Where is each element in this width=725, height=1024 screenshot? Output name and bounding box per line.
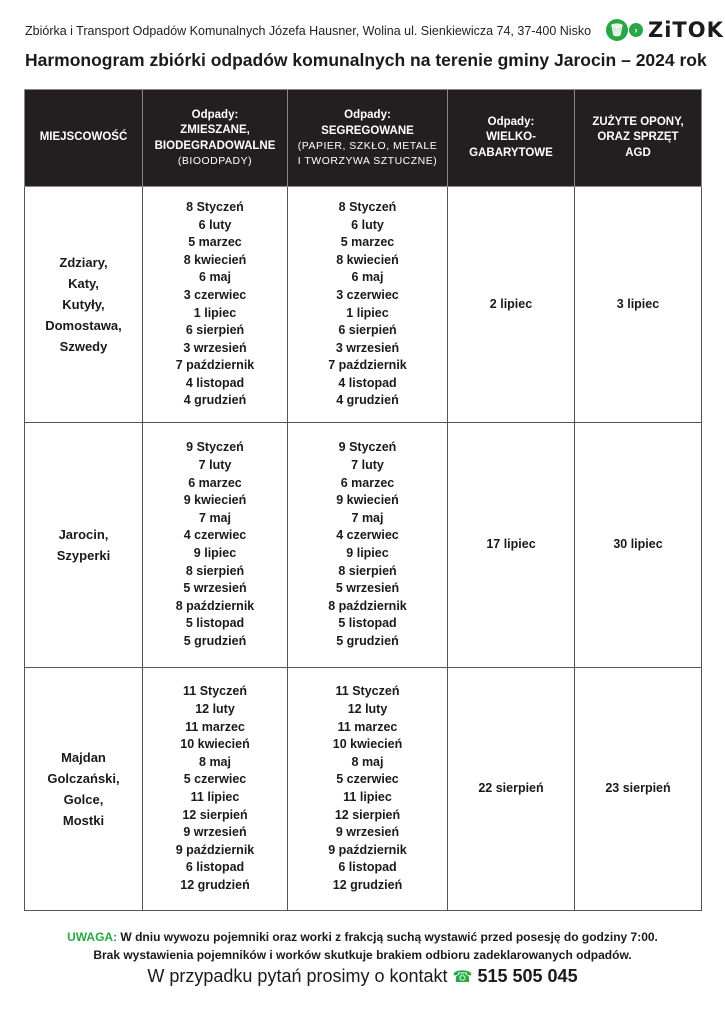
- tires-date-cell: [575, 668, 702, 911]
- locality-cell-entry: Golczański,: [47, 771, 120, 786]
- mixed-dates-cell-entry: 9 kwiecień: [183, 493, 247, 508]
- mixed-dates-cell-entry: 12 sierpień: [182, 807, 248, 822]
- header-bulky-l3: GABARYTOWE: [469, 146, 553, 159]
- mixed-dates-cell-entry: 8 maj: [199, 754, 231, 769]
- segregated-dates-cell-entry: 3 wrzesień: [335, 340, 400, 355]
- locality-cell-entry: Domostawa,: [45, 318, 122, 333]
- title-place: Jarocin: [553, 50, 617, 70]
- locality-cell: [25, 668, 143, 911]
- header-mixed: [143, 90, 288, 187]
- segregated-dates-cell-entry: 6 marzec: [340, 475, 395, 490]
- bulky-date-cell-value: 2 lipiec: [489, 296, 533, 311]
- locality-cell: [25, 423, 143, 668]
- locality-cell-entry: Katy,: [68, 276, 99, 291]
- mixed-dates-cell-entry: 9 lipiec: [193, 546, 237, 560]
- segregated-dates-cell-entry: 1 lipiec: [346, 305, 389, 320]
- schedule-table: [24, 89, 702, 911]
- mixed-dates-cell-entry: 7 październik: [175, 358, 255, 373]
- notice-text-1: W dniu wywozu pojemniki oraz worki z frakcją suchą wystawić przed posesję do godziny 7:00.: [117, 930, 658, 944]
- header-tires-l1: ZUŻYTE OPONY,: [592, 115, 684, 128]
- segregated-dates-cell-entry: 11 lipiec: [343, 790, 392, 804]
- mixed-dates-cell-entry: 6 luty: [198, 217, 232, 232]
- segregated-dates-cell-entry: 8 październik: [328, 598, 407, 613]
- segregated-dates-cell-entry: 3 czerwiec: [336, 287, 399, 302]
- mixed-dates-cell-entry: 6 marzec: [188, 475, 242, 490]
- mixed-dates-cell-entry: 4 grudzień: [183, 393, 247, 408]
- contact-text: W przypadku pytań prosimy o kontakt: [147, 966, 453, 986]
- segregated-dates-cell-entry: 4 grudzień: [336, 393, 399, 408]
- segregated-dates-cell-entry: 9 wrzesień: [335, 825, 400, 840]
- segregated-dates-cell-entry: 7 luty: [351, 458, 384, 473]
- bulky-date-cell-value: 17 lipiec: [486, 537, 536, 552]
- segregated-dates-cell-entry: 8 Styczeń: [338, 199, 397, 214]
- locality-cell-entry: Golce,: [63, 792, 104, 807]
- segregated-dates-cell: [288, 668, 448, 911]
- segregated-dates-cell-entry: 8 maj: [351, 754, 384, 769]
- zitok-logo: [606, 18, 724, 42]
- notice-line-1: [0, 930, 725, 944]
- mixed-dates-cell-entry: 6 maj: [199, 270, 231, 285]
- segregated-dates-cell-entry: 12 luty: [347, 702, 388, 717]
- title-prefix: Harmonogram zbiórki odpadów komunalnych na terenie gminy: [25, 50, 554, 70]
- locality-cell-entry: Szyperki: [56, 548, 111, 563]
- mixed-dates-cell-entry: 5 listopad: [185, 616, 245, 631]
- mixed-dates-cell-entry: 9 wrzesień: [183, 825, 247, 840]
- header-mixed-l2: ZMIESZANE,: [180, 124, 250, 137]
- mixed-dates-cell-entry: 3 wrzesień: [183, 340, 247, 355]
- locality-cell-entry: Szwedy: [59, 339, 108, 354]
- bulky-date-cell: [448, 668, 575, 911]
- company-header: Zbiórka i Transport Odpadów Komunalnych Józefa Hausner, Wolina ul. Sienkiewicza 74, 37-400 Nisko: [25, 24, 592, 38]
- header-segregated: [288, 90, 448, 187]
- header-tires-l3: AGD: [625, 146, 651, 159]
- mixed-dates-cell-entry: 5 czerwiec: [183, 772, 247, 787]
- segregated-dates-cell-entry: 6 maj: [351, 270, 384, 285]
- mixed-dates-cell-entry: 7 maj: [199, 510, 231, 525]
- mixed-dates-cell-entry: 3 czerwiec: [183, 287, 247, 302]
- contact-phone[interactable]: 515 505 045: [477, 966, 578, 986]
- mixed-dates-cell: [143, 187, 288, 423]
- segregated-dates-cell-entry: 9 październik: [328, 842, 407, 857]
- header-tires: [575, 90, 702, 187]
- segregated-dates-cell-entry: 6 sierpień: [338, 323, 397, 338]
- segregated-dates-cell-entry: 11 Styczeń: [335, 684, 400, 699]
- mixed-dates-cell-entry: 8 Styczeń: [186, 199, 244, 214]
- segregated-dates-cell-entry: 4 czerwiec: [336, 528, 399, 543]
- tires-date-cell-value: 30 lipiec: [613, 537, 663, 552]
- notice-line-2: Brak wystawienia pojemników i worków skutkuje brakiem odbioru zadeklarowanych odpadów.: [93, 948, 632, 962]
- segregated-dates-cell-entry: 12 sierpień: [334, 807, 401, 822]
- locality-cell-entry: Zdziary,: [59, 255, 108, 270]
- mixed-dates-cell-entry: 8 sierpień: [185, 563, 245, 578]
- locality-cell-entry: Jarocin,: [58, 527, 109, 542]
- header-segregated-sub1: (PAPIER, SZKŁO, METALE: [297, 140, 438, 153]
- bulky-date-cell: [448, 423, 575, 668]
- bulky-date-cell-value: 22 sierpień: [478, 781, 544, 796]
- segregated-dates-cell-entry: 11 marzec: [337, 719, 398, 734]
- mixed-dates-cell-entry: 5 grudzień: [183, 633, 247, 648]
- segregated-dates-cell-entry: 9 Styczeń: [338, 440, 397, 455]
- segregated-dates-cell-entry: 10 kwiecień: [332, 737, 403, 752]
- mixed-dates-cell-entry: 12 luty: [195, 702, 235, 717]
- mixed-dates-cell-entry: 5 wrzesień: [183, 581, 247, 596]
- segregated-dates-cell-entry: 5 grudzień: [336, 633, 399, 648]
- mixed-dates-cell-entry: 5 marzec: [188, 235, 242, 250]
- segregated-dates-cell-entry: 6 listopad: [338, 860, 397, 875]
- mixed-dates-cell-entry: 4 listopad: [185, 375, 245, 390]
- tires-date-cell: [575, 187, 702, 423]
- header-tires-l2: ORAZ SPRZĘT: [597, 131, 679, 144]
- contact-line: [0, 966, 725, 987]
- table-row: [25, 187, 702, 423]
- table-row: [25, 423, 702, 668]
- segregated-dates-cell-entry: 6 luty: [351, 217, 384, 232]
- mixed-dates-cell: [143, 423, 288, 668]
- mixed-dates-cell-entry: 9 Styczeń: [186, 440, 244, 455]
- table-header-row: [25, 90, 702, 187]
- mixed-dates-cell-entry: 7 luty: [198, 458, 232, 473]
- tires-date-cell-value: 23 sierpień: [605, 781, 671, 796]
- header-bulky-l2: WIELKO-: [486, 131, 536, 144]
- header-locality-label: MIEJSCOWOŚĆ: [39, 131, 128, 144]
- mixed-dates-cell-entry: 11 marzec: [185, 719, 245, 734]
- mixed-dates-cell-entry: 12 grudzień: [180, 877, 250, 892]
- title-suffix: – 2024 rok: [616, 50, 707, 70]
- segregated-dates-cell-entry: 5 marzec: [340, 235, 395, 250]
- segregated-dates-cell-entry: 5 listopad: [338, 616, 397, 631]
- mixed-dates-cell-entry: 6 sierpień: [185, 323, 245, 338]
- segregated-dates-cell-entry: 5 wrzesień: [335, 581, 400, 596]
- segregated-dates-cell-entry: 9 lipiec: [346, 546, 389, 560]
- header-bulky: [448, 90, 575, 187]
- mixed-dates-cell-entry: 11 Styczeń: [183, 684, 247, 699]
- mixed-dates-cell-entry: 10 kwiecień: [180, 737, 250, 752]
- bulky-date-cell: [448, 187, 575, 423]
- mixed-dates-cell-entry: 4 czerwiec: [183, 528, 247, 543]
- locality-cell-entry: Mostki: [62, 813, 105, 828]
- tires-date-cell: [575, 423, 702, 668]
- header-segregated-l1: Odpady:: [344, 109, 391, 122]
- locality-cell: [25, 187, 143, 423]
- logo-text: ZiTOK: [648, 18, 724, 42]
- locality-cell-entry: Majdan: [61, 750, 106, 765]
- segregated-dates-cell: [288, 423, 448, 668]
- trash-bin-icon: 🗑: [606, 19, 628, 41]
- mixed-dates-cell: [143, 668, 288, 911]
- header-mixed-l3: BIODEGRADOWALNE: [154, 139, 276, 152]
- segregated-dates-cell-entry: 7 październik: [328, 358, 407, 373]
- mixed-dates-cell-entry: 8 październik: [175, 598, 255, 613]
- table-row: [25, 668, 702, 911]
- header-bulky-l1: Odpady:: [487, 115, 535, 128]
- header-locality: [25, 90, 143, 187]
- segregated-dates-cell-entry: 7 maj: [351, 510, 384, 525]
- mixed-dates-cell-entry: 8 kwiecień: [183, 252, 247, 267]
- phone-icon: ☎: [452, 969, 473, 986]
- locality-cell-entry: Kutyły,: [62, 297, 105, 312]
- mixed-dates-cell-entry: 9 październik: [175, 842, 255, 857]
- segregated-dates-cell-entry: 8 kwiecień: [336, 252, 399, 267]
- header-segregated-sub2: I TWORZYWA SZTUCZNE): [297, 154, 438, 167]
- arrow-right-icon: ›: [629, 23, 643, 37]
- mixed-dates-cell-entry: 11 lipiec: [190, 790, 240, 804]
- segregated-dates-cell-entry: 4 listopad: [338, 375, 397, 390]
- header-mixed-l1: Odpady:: [191, 108, 239, 121]
- header-segregated-l2: SEGREGOWANE: [321, 124, 414, 137]
- segregated-dates-cell: [288, 187, 448, 423]
- tires-date-cell-value: 3 lipiec: [616, 296, 660, 311]
- header-mixed-sub: (BIOODPADY): [177, 155, 253, 168]
- notice-label: UWAGA:: [67, 930, 118, 944]
- segregated-dates-cell-entry: 9 kwiecień: [336, 493, 399, 508]
- segregated-dates-cell-entry: 5 czerwiec: [336, 772, 399, 787]
- mixed-dates-cell-entry: 6 listopad: [185, 860, 245, 875]
- segregated-dates-cell-entry: 8 sierpień: [338, 563, 397, 578]
- mixed-dates-cell-entry: 1 lipiec: [193, 305, 237, 320]
- page-title: [25, 50, 707, 71]
- segregated-dates-cell-entry: 12 grudzień: [332, 877, 403, 892]
